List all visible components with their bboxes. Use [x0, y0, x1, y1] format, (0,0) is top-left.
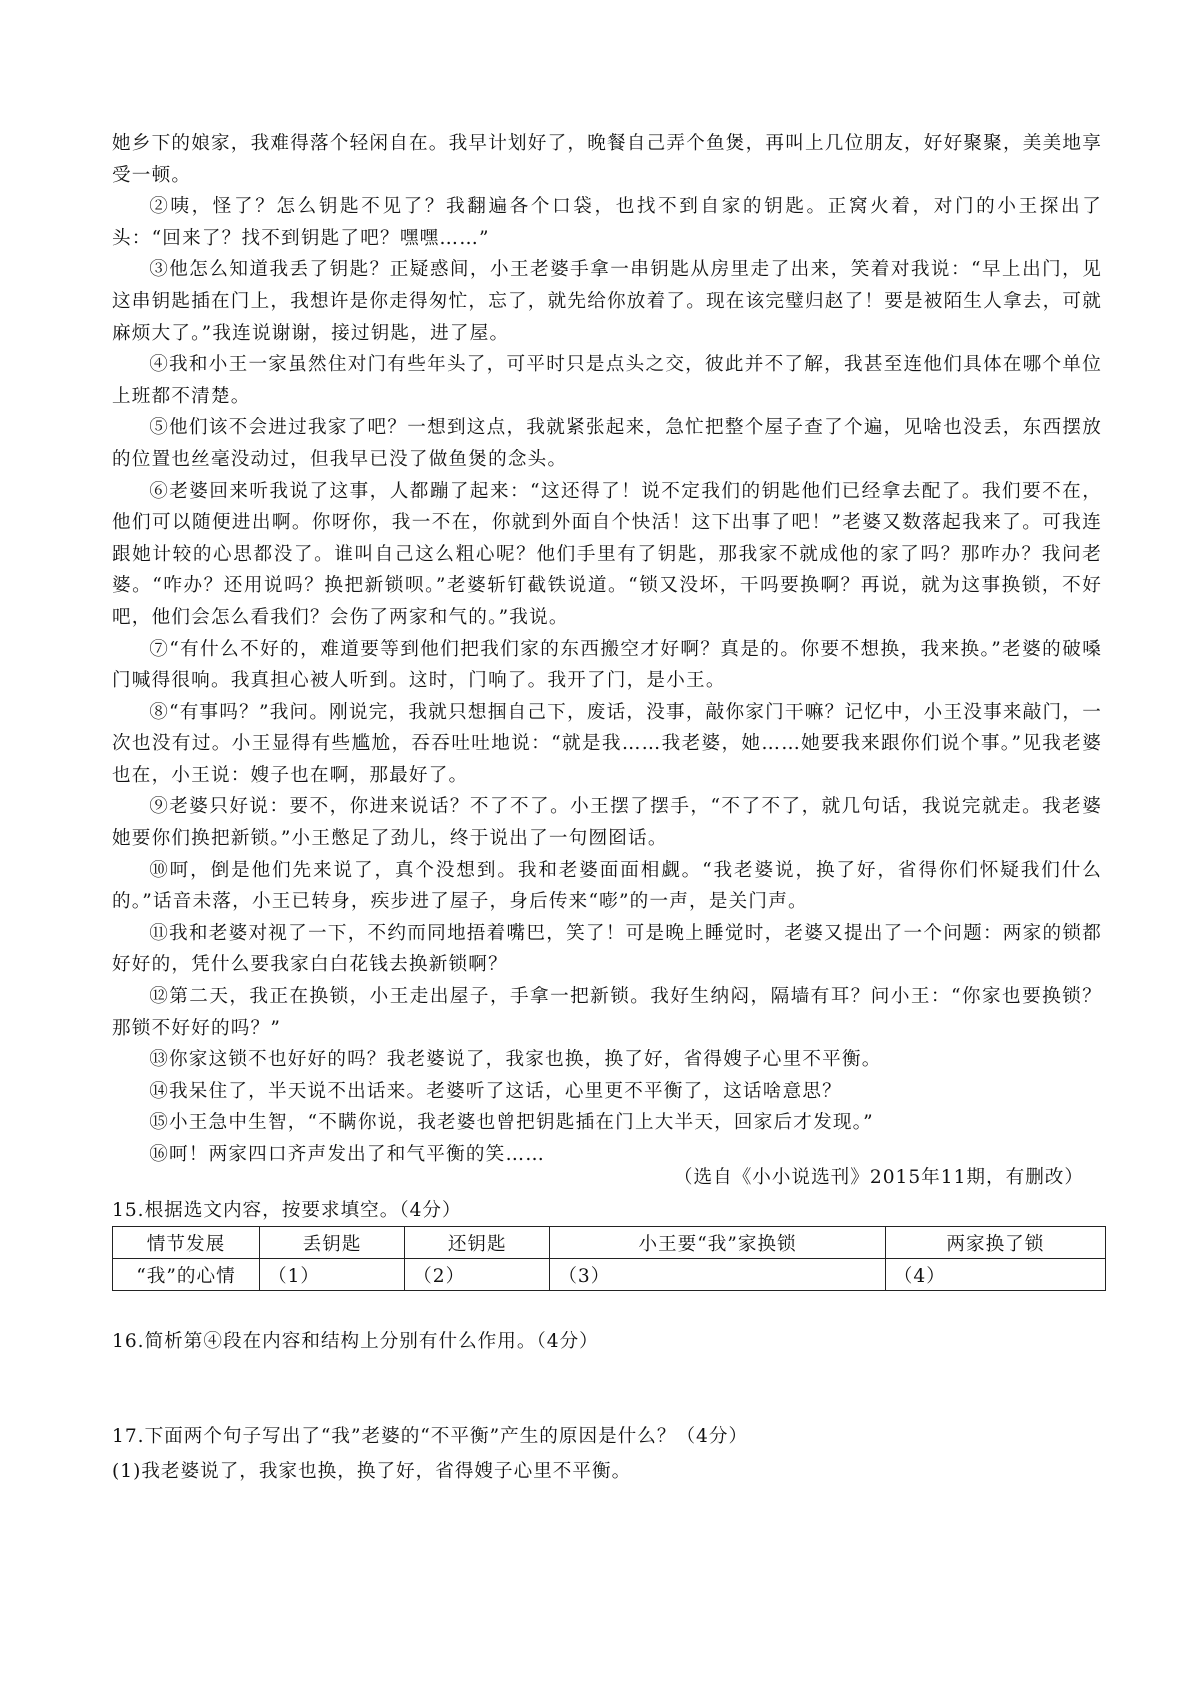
table-header-cell: 两家换了锁: [885, 1227, 1105, 1259]
paragraph-9: ⑨老婆只好说：要不，你进来说话？不了不了。小王摆了摆手，“不了不了，就几句话，我说完就走。我老婆她要你们换把新锁。”小王憋足了劲儿，终于说出了一句囫囵话。: [112, 796, 1102, 850]
paragraph-7: ⑦“有什么不好的，难道要等到他们把我们家的东西搬空才好啊？真是的。你要不想换，我来换。”老婆的破嗓门喊得很响。我真担心被人听到。这时，门响了。我开了门，是小王。: [112, 638, 1102, 692]
table-header-cell: 丢钥匙: [260, 1227, 405, 1259]
paragraph-3: ③他怎么知道我丢了钥匙？正疑惑间，小王老婆手拿一串钥匙从房里走了出来，笑着对我说：“早上出门，见这串钥匙插在门上，我想许是你走得匆忙，忘了，就先给你放着了。现在该完璧归赵了！要是被陌生人拿去，可就麻烦大了。”我连说谢谢，接过钥匙，进了屋。: [112, 259, 1102, 344]
paragraph-15: ⑮小王急中生智，“不瞒你说，我老婆也曾把钥匙插在门上大半天，回家后才发现。”: [149, 1112, 874, 1134]
table-header-cell: 还钥匙: [405, 1227, 550, 1259]
plot-feeling-table: [112, 1226, 1106, 1291]
question-16: 16.简析第④段在内容和结构上分别有什么作用。（4分）: [112, 1331, 599, 1352]
answer-blank-2[interactable]: （2）: [405, 1259, 550, 1291]
paragraph-13: ⑬你家这锁不也好好的吗？我老婆说了，我家也换，换了好，省得嫂子心里不平衡。: [149, 1049, 882, 1071]
paragraph-11: ⑪我和老婆对视了一下，不约而同地捂着嘴巴，笑了！可是晚上睡觉时，老婆又提出了一个问题：两家的锁都好好的，凭什么要我家白白花钱去换新锁啊？: [112, 922, 1102, 976]
question-15: 15.根据选文内容，按要求填空。（4分）: [112, 1200, 462, 1221]
story-passage: [112, 128, 1102, 1171]
paragraph-4: ④我和小王一家虽然住对门有些年头了，可平时只是点头之交，彼此并不了解，我甚至连他们具体在哪个单位上班都不清楚。: [112, 354, 1102, 407]
paragraph-12: ⑫第二天，我正在换锁，小王走出屋子，手拿一把新锁。我好生纳闷，隔墙有耳？问小王：“你家也要换锁？那锁不好好的吗？”: [112, 986, 1102, 1039]
paragraph-16: ⑯呵！两家四口齐声发出了和气平衡的笑……: [149, 1144, 546, 1165]
table-row: [113, 1259, 1106, 1291]
paragraph-6: ⑥老婆回来听我说了这事，人都蹦了起来：“这还得了！说不定我们的钥匙他们已经拿去配了。我们要不在，他们可以随便进出啊。你呀你，我一不在，你就到外面自个快活！这下出事了吧！”老婆又数落起我来了。可我连跟她计较的心思都没了。谁叫自己这么粗心呢？他们手里有了钥匙，那我家不就成他的家了吗？那咋办？我问老婆。“咋办？还用说吗？换把新锁呗。”老婆斩钉截铁说道。“锁又没坏，干吗要换啊？再说，就为这事换锁，不好吧，他们会怎么看我们？会伤了两家和气的。”我说。: [112, 480, 1102, 628]
question-17: 17.下面两个句子写出了“我”老婆的“不平衡”产生的原因是什么？（4分）: [112, 1426, 749, 1447]
table-row-label: “我”的心情: [113, 1259, 260, 1291]
paragraph-1: 她乡下的娘家，我难得落个轻闲自在。我早计划好了，晚餐自己弄个鱼煲，再叫上几位朋友，好好聚聚，美美地享受一顿。: [112, 133, 1102, 186]
table-header-cell: 小王要“我”家换锁: [550, 1227, 885, 1259]
paragraph-14: ⑭我呆住了，半天说不出话来。老婆听了这话，心里更不平衡了，这话啥意思？: [149, 1080, 842, 1102]
answer-blank-3[interactable]: （3）: [550, 1259, 885, 1291]
answer-blank-1[interactable]: （1）: [260, 1259, 405, 1291]
question-17-item-1: (1)我老婆说了，我家也换，换了好，省得嫂子心里不平衡。: [112, 1461, 632, 1482]
paragraph-8: ⑧“有事吗？”我问。刚说完，我就只想掴自己下，废话，没事，敲你家门干嘛？记忆中，小王没事来敲门，一次也没有过。小王显得有些尴尬，吞吞吐吐地说：“就是我……我老婆，她……她要我来跟你们说个事。”见我老婆也在，小王说：嫂子也在啊，那最好了。: [112, 701, 1102, 786]
paragraph-2: ②咦，怪了？怎么钥匙不见了？我翻遍各个口袋，也找不到自家的钥匙。正窝火着，对门的小王探出了头：“回来了？找不到钥匙了吧？嘿嘿……”: [112, 196, 1102, 249]
paragraph-10: ⑩呵，倒是他们先来说了，真个没想到。我和老婆面面相觑。“我老婆说，换了好，省得你们怀疑我们什么的。”话音未落，小王已转身，疾步进了屋子，身后传来“嘭”的一声，是关门声。: [112, 859, 1102, 913]
table-header-cell: 情节发展: [113, 1227, 260, 1259]
table-header-row: [113, 1227, 1106, 1259]
source-citation: （选自《小小说选刊》2015年11期，有删改）: [673, 1167, 1084, 1188]
paragraph-5: ⑤他们该不会进过我家了吧？一想到这点，我就紧张起来，急忙把整个屋子查了个遍，见啥也没丢，东西摆放的位置也丝毫没动过，但我早已没了做鱼煲的念头。: [112, 417, 1102, 470]
answer-blank-4[interactable]: （4）: [885, 1259, 1105, 1291]
